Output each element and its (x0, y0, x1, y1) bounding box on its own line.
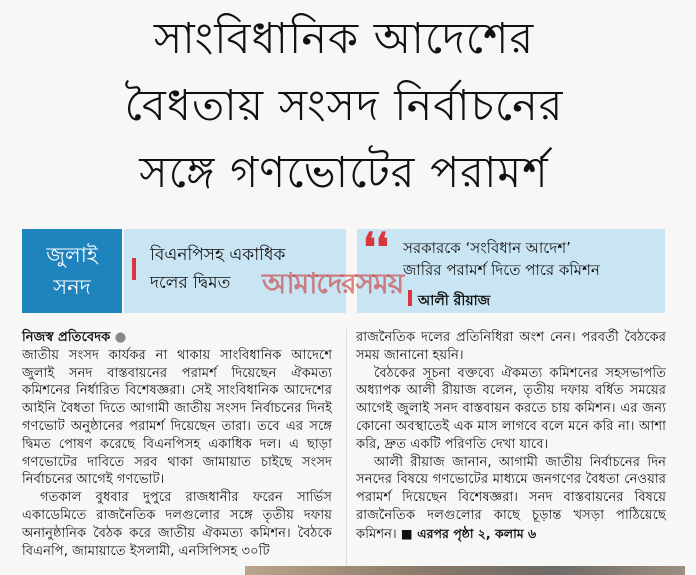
headline-line-3: সঙ্গে গণভোটের পরামর্শ (139, 148, 549, 198)
section-tag-line-1: জুলাই (46, 243, 98, 267)
article-paragraph-5-text: আলী রীয়াজ জানান, আগামী জাতীয় নির্বাচনের দিন সনদের বিষয়ে গণভোটের মাধ্যমে জনগণের বৈধতা নেওয়ার পরামর্শ দিয়েছেন বিশেষজ্ঞরা। সনদ বাস্তবায়নের বিষয়ে রাজনৈতিক দলগুলোর কাছে চূড়ান্ত খসড়া পাঠিয়েছে কমিশন। (356, 454, 666, 542)
byline: নিজস্ব প্রতিবেদক (22, 330, 111, 345)
continuation-text: এরপর পৃষ্ঠা ২, কলাম ৬ (417, 525, 537, 541)
headline-line-2: বৈধতায় সংসদ নির্বাচনের (124, 81, 564, 131)
photo-strip (245, 566, 685, 575)
subheadline-1-line-1: বিএনপিসহ একাধিক (150, 245, 286, 265)
subheadline-1-line-2: দলের দ্বিমত (150, 273, 231, 293)
article-paragraph-3: রাজনৈতিক দলের প্রতিনিধিরা অংশ নেন। পরবর্তী বৈঠকের সময় জানানো হয়নি। (356, 330, 666, 363)
article-paragraph-4: বৈঠকের সূচনা বক্তব্যে ঐকমত্য কমিশনের সহসভাপতি অধ্যাপক আলী রীয়াজ বলেন, তৃতীয় দফায় বর্ধিত সময়ের আগেই জুলাই সনদ বাস্তবায়ন করতে চায় কমিশন। এর জন্য কোনো অবস্থাতেই এক মাস লাগবে বলে মনে করি না। আশা করি, দ্রুত একটি পরিণতি দেখা যাবে। (356, 365, 666, 452)
headline (20, 6, 668, 207)
author-red-bar (408, 290, 412, 306)
headline-line-1: সাংবিধানিক আদেশের (153, 14, 535, 64)
watermark: আমাদেরসময় (262, 267, 404, 300)
article-column-2 (356, 329, 666, 544)
column-divider (346, 329, 347, 566)
article-paragraph-1: জাতীয় সংসদ কার্যকর না থাকায় সাংবিধানিক আদেশে জুলাই সনদ বাস্তবায়নের পরামর্শ দিয়েছেন ঐকমত্য কমিশনের নির্ধারিত বিশেষজ্ঞরা। সেই সাংবিধানিক আদেশের আইনি বৈধতা দিতে আগামী জাতীয় সংসদ নির্বাচনের দিনই গণভোট অনুষ্ঠানের পরামর্শ দিয়েছেন তারা। তবে এর সঙ্গে দ্বিমত পোষণ করেছে বিএনপিসহ একাধিক দল। এ ছাড়া গণভোটের দাবিতে সরব থাকা জামায়াত চাইছে সংসদ নির্বাচনের আগেই গণভোট। (22, 347, 332, 488)
subheadline-1-red-bar (132, 258, 136, 280)
quote-mark-icon: ❛❛ (363, 224, 389, 271)
subheadline-2-line-1: সরকারকে ‘সংবিধান আদেশ’ (403, 239, 571, 257)
subheadline-2-line-2: জারির পরামর্শ দিতে পারে কমিশন (403, 261, 600, 279)
quote-author: আলী রীয়াজ (418, 293, 491, 309)
section-tag (22, 229, 122, 313)
continuation-note: ■ এরপর পৃষ্ঠা ২, কলাম ৬ (400, 525, 537, 541)
section-tag-line-2: সনদ (53, 275, 91, 299)
article-paragraph-2: গতকাল বুধবার দুপুরে রাজধানীর ফরেন সার্ভিস একাডেমিতে রাজনৈতিক দলগুলোর সঙ্গে তৃতীয় দফায় অনানুষ্ঠানিক বৈঠক করে জাতীয় ঐকমত্য কমিশন। বৈঠকে বিএনপি, জামায়াতে ইসলামী, এনসিপিসহ ৩০টি (22, 490, 332, 559)
article-column-1 (22, 329, 332, 560)
article-paragraph-5 (356, 454, 666, 544)
byline-dot-icon: ● (114, 330, 127, 345)
